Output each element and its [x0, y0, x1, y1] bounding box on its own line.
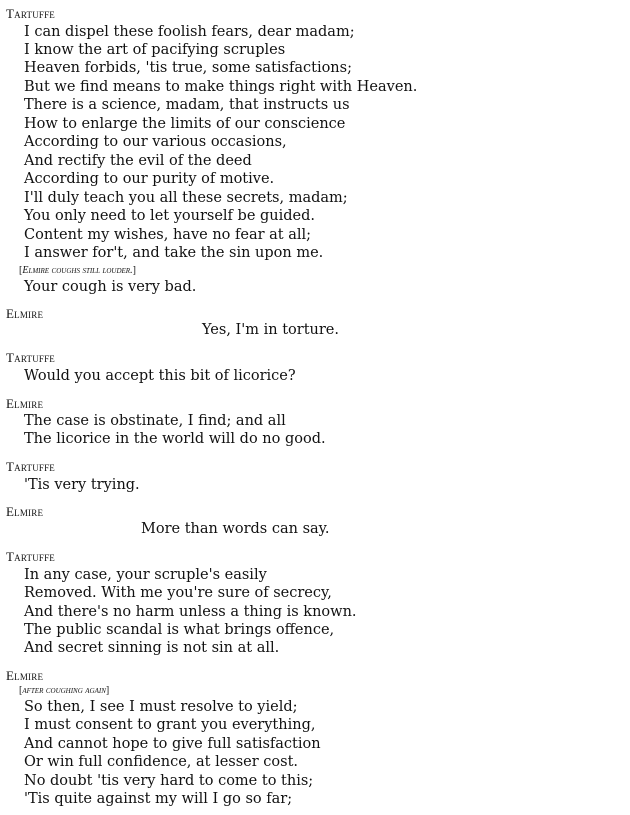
- stage-direction: [Elmire coughs still louder.]: [19, 265, 136, 276]
- verse-line: Content my wishes, have no fear at all;: [24, 227, 312, 243]
- verse-line: I know the art of pacifying scruples: [24, 42, 286, 58]
- verse-line: And there's no harm unless a thing is known.: [24, 604, 357, 620]
- verse-line: The public scandal is what brings offence,: [24, 622, 335, 638]
- speaker-tartuffe: Tartuffe: [6, 350, 56, 365]
- speaker-elmire: Elmire: [6, 306, 44, 321]
- stage-direction: [after coughing again]: [19, 685, 110, 696]
- stage-direction-text: Elmire coughs still louder.: [22, 265, 133, 276]
- verse-line: But we find means to make things right with Heaven.: [24, 79, 418, 95]
- verse-line: Would you accept this bit of licorice?: [24, 368, 296, 384]
- verse-line: In any case, your scruple's easily: [24, 567, 267, 583]
- verse-line: And rectify the evil of the deed: [24, 153, 252, 169]
- verse-line: More than words can say.: [141, 521, 330, 537]
- speaker-elmire: Elmire: [6, 504, 44, 519]
- verse-line: No doubt 'tis very hard to come to this;: [24, 773, 314, 789]
- verse-line: Or win full confidence, at lesser cost.: [24, 754, 299, 770]
- verse-line: According to our purity of motive.: [24, 171, 275, 187]
- verse-line: There is a science, madam, that instructs us: [24, 97, 350, 113]
- verse-line: And secret sinning is not sin at all.: [24, 640, 280, 656]
- verse-line: I answer for't, and take the sin upon me.: [24, 245, 324, 261]
- verse-line: The case is obstinate, I find; and all: [24, 413, 286, 429]
- verse-line: Yes, I'm in torture.: [202, 322, 339, 338]
- verse-line: How to enlarge the limits of our conscience: [24, 116, 346, 132]
- verse-line: So then, I see I must resolve to yield;: [24, 699, 298, 715]
- verse-line: 'Tis quite against my will I go so far;: [24, 791, 293, 807]
- speaker-tartuffe: Tartuffe: [6, 6, 56, 21]
- verse-line: According to our various occasions,: [24, 134, 287, 150]
- verse-line: Heaven forbids, 'tis true, some satisfactions;: [24, 60, 352, 76]
- verse-line: And cannot hope to give full satisfaction: [24, 736, 321, 752]
- speaker-elmire: Elmire: [6, 396, 44, 411]
- speaker-tartuffe: Tartuffe: [6, 459, 56, 474]
- verse-line: You only need to let yourself be guided.: [24, 208, 316, 224]
- verse-line: The licorice in the world will do no good.: [24, 431, 326, 447]
- speaker-elmire: Elmire: [6, 668, 44, 683]
- verse-line: Removed. With me you're sure of secrecy,: [24, 585, 332, 601]
- verse-line: Your cough is very bad.: [24, 279, 197, 295]
- verse-line: I must consent to grant you everything,: [24, 717, 316, 733]
- speaker-tartuffe: Tartuffe: [6, 549, 56, 564]
- stage-direction-text: after coughing again: [22, 685, 106, 696]
- verse-line: I can dispel these foolish fears, dear madam;: [24, 24, 355, 40]
- verse-line: I'll duly teach you all these secrets, madam;: [24, 190, 348, 206]
- verse-line: 'Tis very trying.: [24, 477, 140, 493]
